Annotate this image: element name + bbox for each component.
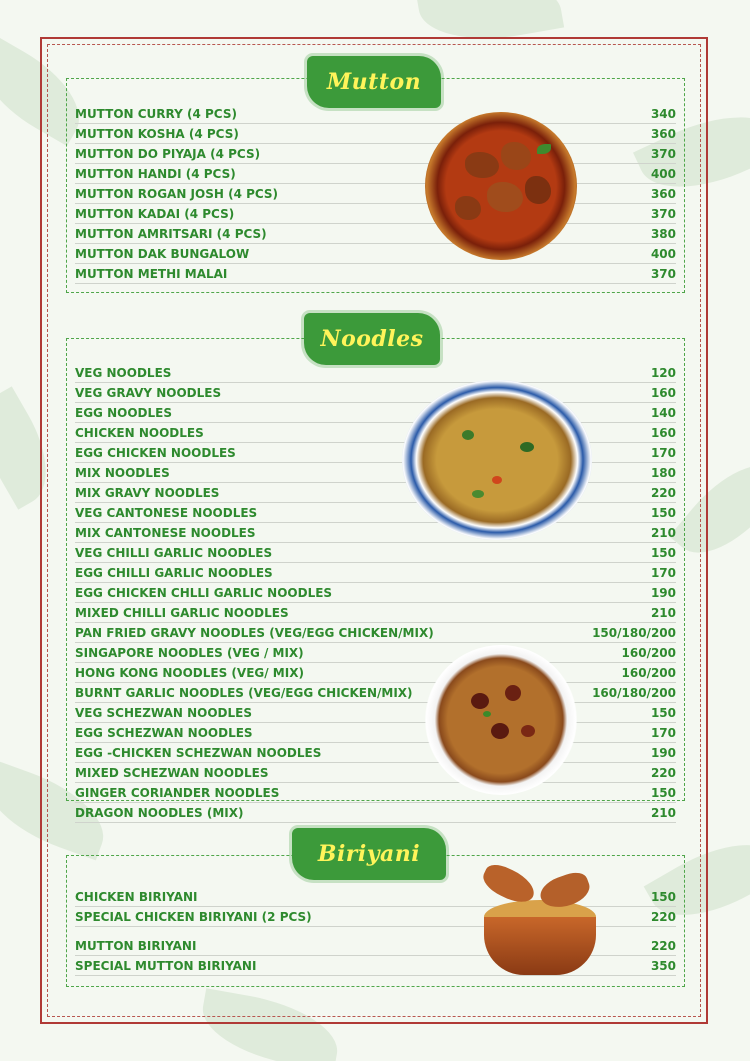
menu-item <box>75 743 676 763</box>
menu-item <box>75 763 676 783</box>
menu-item <box>75 224 676 244</box>
item-price: 150 <box>650 706 676 720</box>
mutton-banner <box>307 56 441 108</box>
schezwan-noodles-photo <box>425 645 577 795</box>
biriyani-title: Biriyani <box>317 841 421 867</box>
menu-item <box>75 363 676 383</box>
item-price: 150 <box>650 890 676 904</box>
item-price: 370 <box>650 147 676 161</box>
item-name: PAN FRIED GRAVY NOODLES (VEG/EGG CHICKEN/MIX) <box>75 626 434 640</box>
item-price: 170 <box>650 566 676 580</box>
item-name: CHICKEN NOODLES <box>75 426 204 440</box>
menu-item <box>75 583 676 603</box>
menu-item <box>75 503 676 523</box>
item-name: SPECIAL CHICKEN BIRIYANI (2 PCS) <box>75 910 312 924</box>
noodles-title: Noodles <box>320 326 424 352</box>
menu-item <box>75 523 676 543</box>
item-name: EGG CHILLI GARLIC NOODLES <box>75 566 273 580</box>
menu-item <box>75 264 676 284</box>
noodles-banner <box>304 313 440 365</box>
biriyani-handi-photo <box>476 862 606 980</box>
item-name: EGG -CHICKEN SCHEZWAN NOODLES <box>75 746 322 760</box>
item-name: SPECIAL MUTTON BIRIYANI <box>75 959 257 973</box>
hakka-noodles-photo <box>402 380 592 540</box>
item-name: BURNT GARLIC NOODLES (VEG/EGG CHICKEN/MIX) <box>75 686 413 700</box>
item-name: MIX CANTONESE NOODLES <box>75 526 256 540</box>
item-name: MUTTON KADAI (4 PCS) <box>75 207 235 221</box>
item-price: 140 <box>650 406 676 420</box>
menu-item <box>75 783 676 803</box>
copper-handi <box>484 917 596 975</box>
item-name: VEG SCHEZWAN NOODLES <box>75 706 252 720</box>
item-name: EGG NOODLES <box>75 406 172 420</box>
item-price: 220 <box>650 486 676 500</box>
item-price: 160 <box>650 426 676 440</box>
item-price: 150 <box>650 786 676 800</box>
item-price: 160/200 <box>621 666 676 680</box>
item-name: VEG CANTONESE NOODLES <box>75 506 258 520</box>
menu-item <box>75 244 676 264</box>
item-price: 210 <box>650 606 676 620</box>
item-price: 360 <box>650 127 676 141</box>
item-name: MUTTON BIRIYANI <box>75 939 197 953</box>
item-name: EGG CHICKEN NOODLES <box>75 446 236 460</box>
mutton-curry-photo <box>425 112 577 260</box>
item-price: 150/180/200 <box>592 626 676 640</box>
item-price: 360 <box>650 187 676 201</box>
item-price: 210 <box>650 806 676 820</box>
item-name: MIX GRAVY NOODLES <box>75 486 220 500</box>
item-name: MIXED SCHEZWAN NOODLES <box>75 766 269 780</box>
item-price: 220 <box>650 939 676 953</box>
menu-item <box>75 204 676 224</box>
item-price: 340 <box>650 107 676 121</box>
item-name: MUTTON METHI MALAI <box>75 267 228 281</box>
menu-item <box>75 164 676 184</box>
item-name: MUTTON DO PIYAJA (4 PCS) <box>75 147 261 161</box>
item-price: 150 <box>650 546 676 560</box>
item-name: CHICKEN BIRIYANI <box>75 890 198 904</box>
item-name: MUTTON AMRITSARI (4 PCS) <box>75 227 267 241</box>
item-name: MUTTON KOSHA (4 PCS) <box>75 127 239 141</box>
item-price: 180 <box>650 466 676 480</box>
item-price: 400 <box>650 167 676 181</box>
item-price: 160 <box>650 386 676 400</box>
menu-item <box>75 603 676 623</box>
item-price: 380 <box>650 227 676 241</box>
biriyani-banner <box>292 828 446 880</box>
item-name: EGG SCHEZWAN NOODLES <box>75 726 253 740</box>
menu-item <box>75 663 676 683</box>
item-name: VEG GRAVY NOODLES <box>75 386 222 400</box>
menu-item <box>75 623 676 643</box>
menu-item <box>75 184 676 204</box>
item-name: MUTTON CURRY (4 PCS) <box>75 107 237 121</box>
item-name: SINGAPORE NOODLES (VEG / MIX) <box>75 646 304 660</box>
item-name: MUTTON HANDI (4 PCS) <box>75 167 236 181</box>
menu-item <box>75 703 676 723</box>
item-price: 370 <box>650 207 676 221</box>
item-price: 170 <box>650 446 676 460</box>
item-name: MIX NOODLES <box>75 466 170 480</box>
menu-item <box>75 383 676 403</box>
item-price: 220 <box>650 910 676 924</box>
item-name: GINGER CORIANDER NOODLES <box>75 786 280 800</box>
item-name: EGG CHICKEN CHLLI GARLIC NOODLES <box>75 586 333 600</box>
item-price: 190 <box>650 746 676 760</box>
item-price: 220 <box>650 766 676 780</box>
item-name: VEG NOODLES <box>75 366 172 380</box>
item-name: MIXED CHILLI GARLIC NOODLES <box>75 606 289 620</box>
item-price: 370 <box>650 267 676 281</box>
mutton-items <box>75 104 676 284</box>
item-price: 350 <box>650 959 676 973</box>
menu-item <box>75 144 676 164</box>
item-name: MUTTON DAK BUNGALOW <box>75 247 250 261</box>
mutton-title: Mutton <box>326 69 422 95</box>
item-price: 150 <box>650 506 676 520</box>
menu-item <box>75 403 676 423</box>
item-price: 210 <box>650 526 676 540</box>
item-price: 160/200 <box>621 646 676 660</box>
item-name: VEG CHILLI GARLIC NOODLES <box>75 546 273 560</box>
item-price: 160/180/200 <box>592 686 676 700</box>
menu-item <box>75 643 676 663</box>
item-name: HONG KONG NOODLES (VEG/ MIX) <box>75 666 304 680</box>
menu-item <box>75 563 676 583</box>
item-price: 170 <box>650 726 676 740</box>
menu-item <box>75 723 676 743</box>
item-name: DRAGON NOODLES (MIX) <box>75 806 244 820</box>
item-price: 120 <box>650 366 676 380</box>
item-name: MUTTON ROGAN JOSH (4 PCS) <box>75 187 279 201</box>
menu-item <box>75 124 676 144</box>
menu-item <box>75 543 676 563</box>
item-price: 190 <box>650 586 676 600</box>
item-price: 400 <box>650 247 676 261</box>
menu-item <box>75 803 676 823</box>
menu-item <box>75 683 676 703</box>
menu-item <box>75 104 676 124</box>
